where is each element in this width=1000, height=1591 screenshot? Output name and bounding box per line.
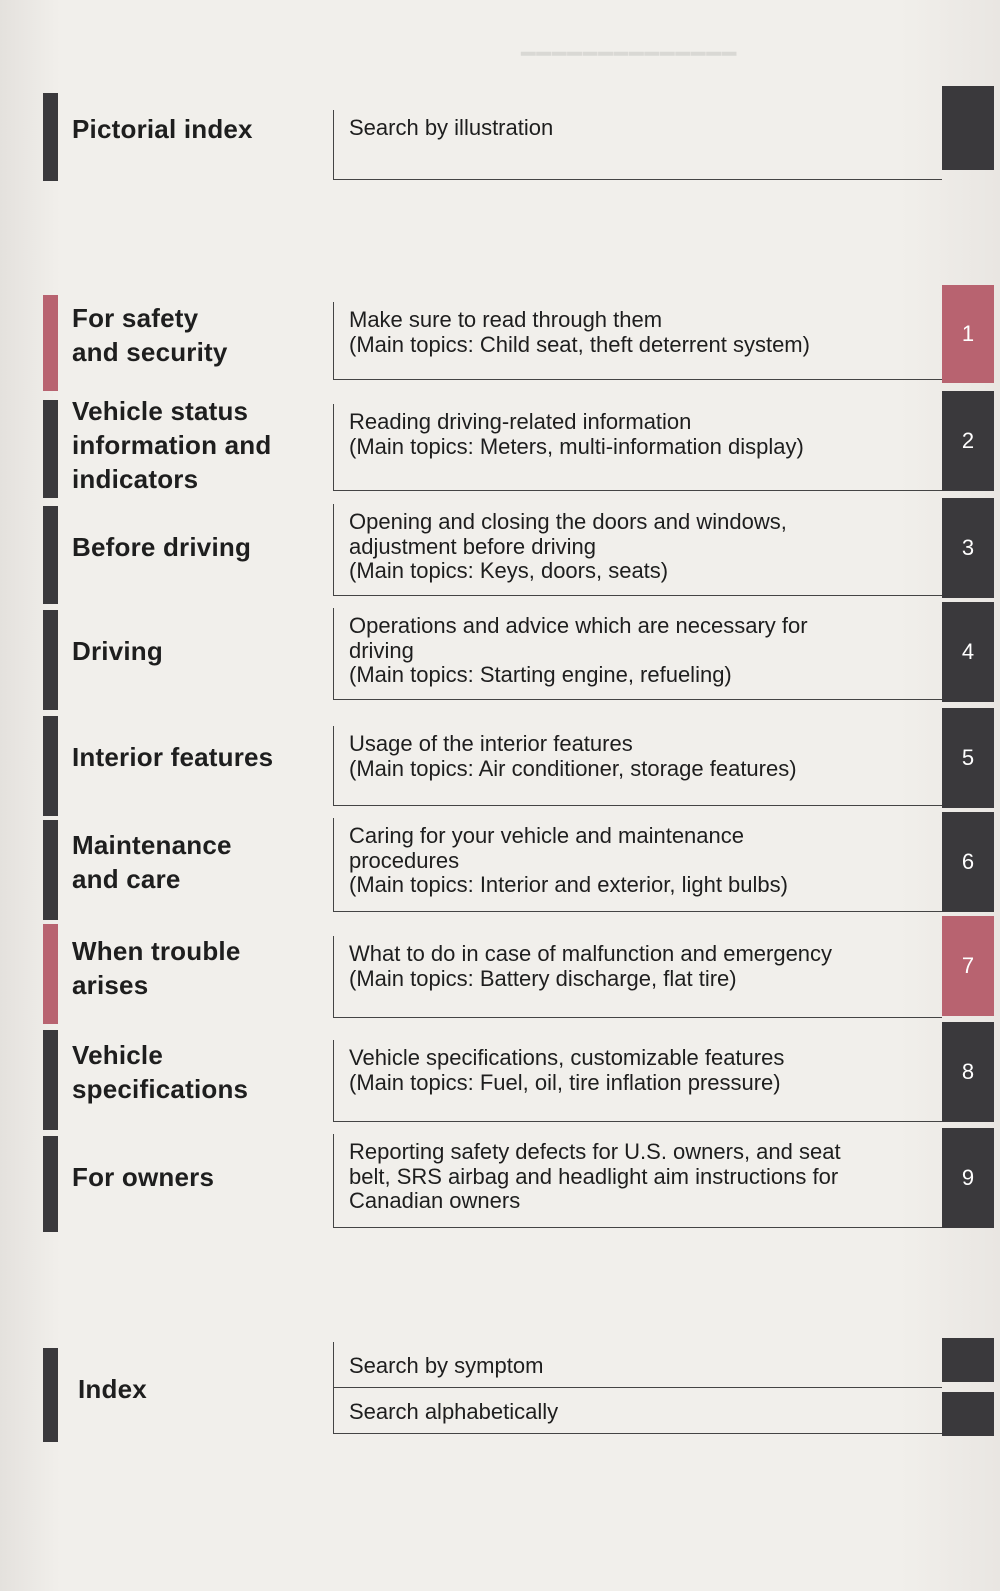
section-description: Search by illustration	[333, 110, 942, 180]
section-title: Vehicle status information and indicators	[72, 396, 272, 494]
section-interior[interactable]	[0, 714, 1000, 814]
section-tab-1[interactable]: 1	[942, 285, 994, 383]
section-tab-6[interactable]: 6	[942, 812, 994, 912]
section-title: Interior features	[72, 742, 274, 772]
section-tab-8[interactable]: 8	[942, 1022, 994, 1122]
section-title: When trouble arises	[72, 936, 241, 1000]
section-title: Index	[78, 1374, 147, 1404]
section-description: Opening and closing the doors and windows, adjustment before driving (Main topics: Keys, doors, seats)	[333, 504, 942, 596]
section-description: Reading driving-related information (Main topics: Meters, multi-information display)	[333, 404, 942, 491]
section-maintenance[interactable]	[0, 818, 1000, 920]
section-trouble[interactable]	[0, 922, 1000, 1024]
section-vehicle-status[interactable]	[0, 398, 1000, 498]
section-description: What to do in case of malfunction and emergency (Main topics: Battery discharge, flat tire)	[333, 936, 942, 1018]
index-tab-alpha[interactable]	[942, 1392, 994, 1436]
section-description: Vehicle specifications, customizable features (Main topics: Fuel, oil, tire inflation pressure)	[333, 1040, 942, 1122]
section-title: Before driving	[72, 532, 252, 562]
section-marker	[43, 1348, 58, 1442]
section-index[interactable]	[0, 1342, 1000, 1442]
section-marker	[43, 295, 58, 391]
index-search-alpha[interactable]: Search alphabetically	[333, 1388, 942, 1434]
section-marker	[43, 716, 58, 816]
section-before-driving[interactable]	[0, 504, 1000, 604]
section-specs[interactable]	[0, 1028, 1000, 1128]
bleed-through: ━━━━━━━━━━━━━━	[520, 41, 737, 68]
section-marker	[43, 506, 58, 604]
section-description: Reporting safety defects for U.S. owners, and seat belt, SRS airbag and headlight aim instructions for Canadian owners	[333, 1134, 942, 1228]
section-tab-3[interactable]: 3	[942, 498, 994, 598]
section-safety[interactable]	[0, 292, 1000, 390]
index-search-symptom[interactable]: Search by symptom	[333, 1342, 942, 1388]
section-tab-5[interactable]: 5	[942, 708, 994, 808]
section-description: Make sure to read through them (Main topics: Child seat, theft deterrent system)	[333, 302, 942, 380]
section-driving[interactable]	[0, 608, 1000, 708]
section-marker	[43, 820, 58, 920]
section-tab[interactable]	[942, 86, 994, 170]
section-title: Vehicle specifications	[72, 1040, 249, 1104]
section-pictorial-index[interactable]	[0, 88, 1000, 180]
section-description: Usage of the interior features (Main topics: Air conditioner, storage features)	[333, 726, 942, 806]
section-owners[interactable]	[0, 1134, 1000, 1234]
section-tab-2[interactable]: 2	[942, 391, 994, 491]
section-marker	[43, 400, 58, 498]
section-title: Driving	[72, 636, 163, 666]
section-tab-9[interactable]: 9	[942, 1128, 994, 1228]
section-title: Maintenance and care	[72, 830, 232, 894]
section-marker	[43, 93, 58, 181]
section-description: Caring for your vehicle and maintenance procedures (Main topics: Interior and exterior, light bulbs)	[333, 818, 942, 912]
section-title: For safety and security	[72, 303, 228, 367]
section-tab-4[interactable]: 4	[942, 602, 994, 702]
section-marker	[43, 1136, 58, 1232]
section-marker	[43, 610, 58, 710]
section-title: Pictorial index	[72, 114, 253, 144]
index-tab-symptom[interactable]	[942, 1338, 994, 1382]
section-title: For owners	[72, 1162, 215, 1192]
section-tab-7[interactable]: 7	[942, 916, 994, 1016]
section-description: Operations and advice which are necessary for driving (Main topics: Starting engine, refueling)	[333, 608, 942, 700]
section-marker	[43, 924, 58, 1024]
section-marker	[43, 1030, 58, 1130]
